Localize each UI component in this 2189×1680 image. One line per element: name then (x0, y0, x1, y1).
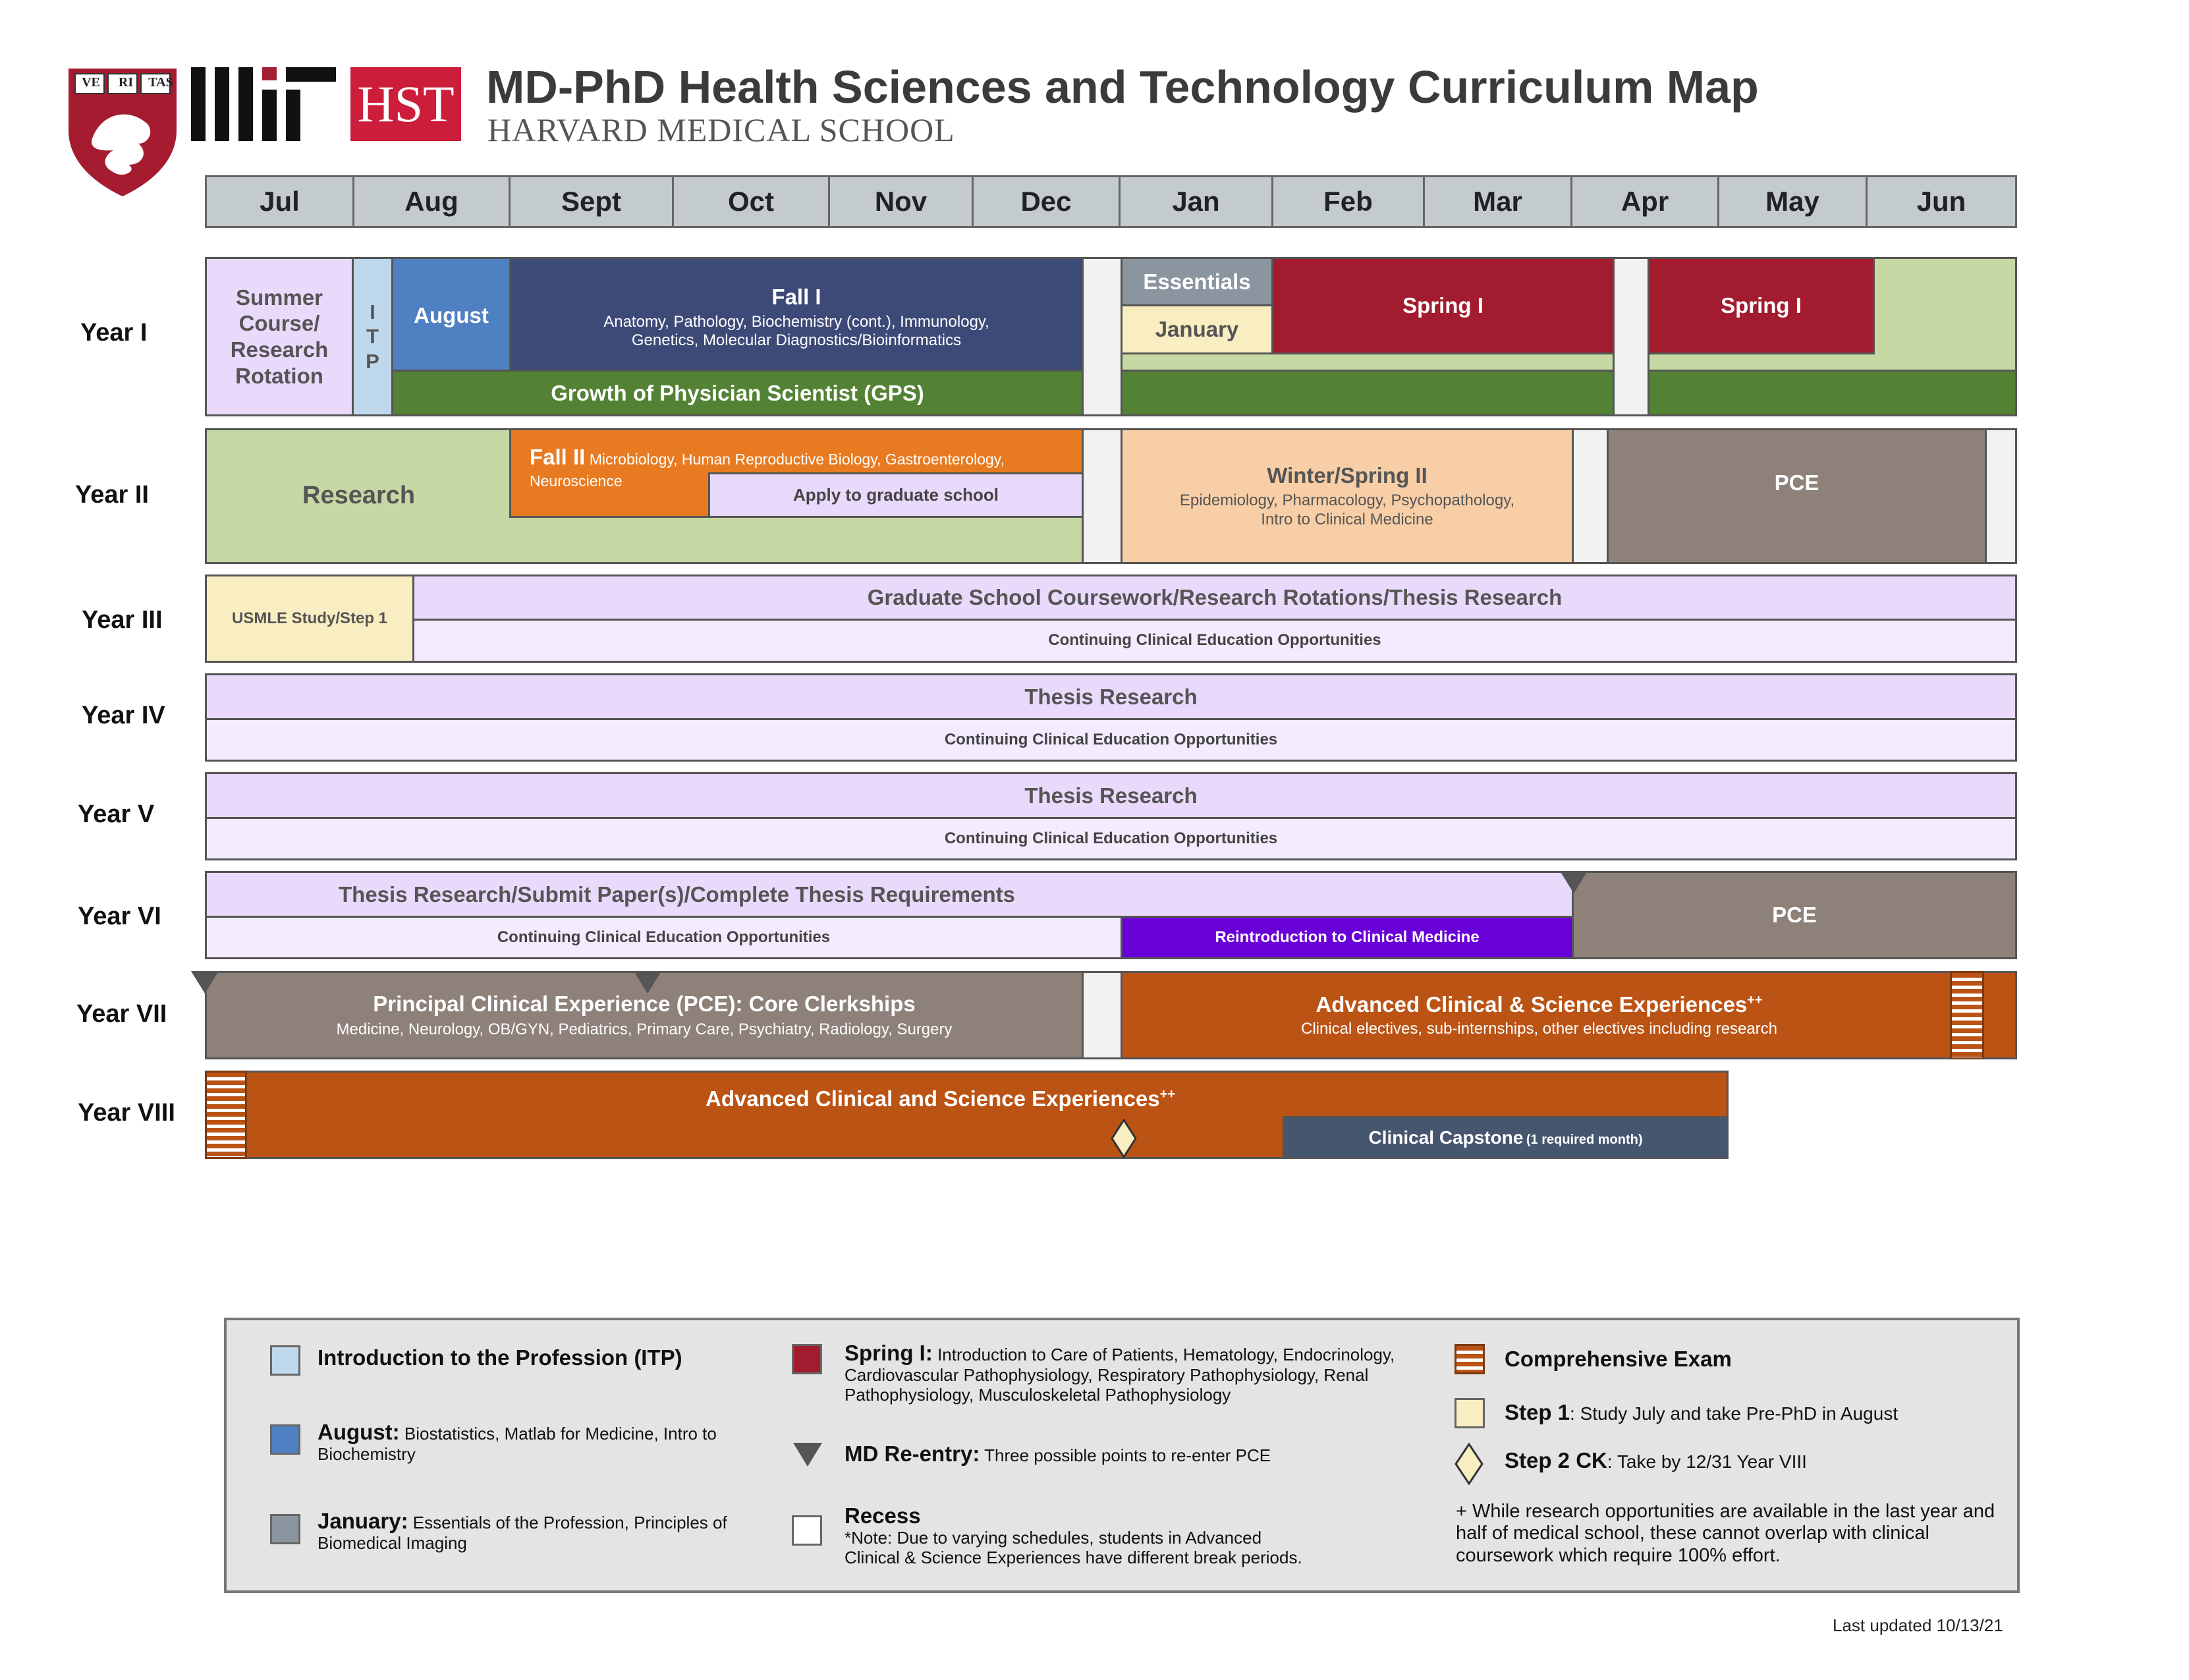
month-jul: Jul (205, 175, 354, 228)
y1-gps: Growth of Physician Scientist (GPS) (391, 370, 1084, 416)
y2-recess-end (1985, 428, 2017, 564)
month-nov: Nov (828, 175, 974, 228)
y2-recess-spring (1572, 428, 1609, 564)
legend-step1-swatch (1455, 1398, 1485, 1428)
year-label-3: Year III (82, 606, 163, 634)
month-aug: Aug (352, 175, 511, 228)
year-label-7: Year VII (76, 1000, 167, 1028)
page-subtitle: HARVARD MEDICAL SCHOOL (487, 111, 955, 148)
y1-green-band-2 (1121, 370, 1615, 416)
last-updated: Last updated 10/13/21 (1833, 1615, 2003, 1635)
y1-august: August (391, 257, 511, 372)
month-oct: Oct (672, 175, 830, 228)
y3-usmle-step1: USMLE Study/Step 1 (205, 574, 414, 663)
y2-fall-ii: Fall II Microbiology, Human Reproductive Biology, Gastroenterology, Neuroscience (509, 428, 1084, 518)
legend-itp: Introduction to the Profession (ITP) (318, 1345, 682, 1370)
y7-pce-core-clerkships: Principal Clinical Experience (PCE): Core Clerkships Medicine, Neurology, OB/GYN, Pediatrics, Primary Care, Psychiatry, Radiology, Surgery (205, 971, 1084, 1059)
y7-reentry-triangle-1 (191, 971, 219, 994)
y8-advanced-clinical: Advanced Clinical and Science Experiences++ (205, 1071, 1729, 1159)
legend-comp-exam-swatch (1455, 1344, 1485, 1374)
legend-step1: Step 1: Study July and take Pre-PhD in August (1505, 1400, 1898, 1424)
year-label-6: Year VI (78, 903, 161, 930)
harvard-shield-text: VE RI TAS (82, 75, 173, 90)
month-mar: Mar (1423, 175, 1572, 228)
y7-reentry-triangle-2 (634, 971, 661, 994)
y1-summer-course: Summer Course/ Research Rotation (205, 257, 354, 416)
legend-august-swatch (270, 1424, 300, 1455)
y4-thesis-research: Thesis Research (205, 673, 2017, 720)
y2-research: Research (205, 428, 1084, 564)
y1-recess-winter (1082, 257, 1122, 416)
y1-essentials: Essentials (1121, 257, 1273, 306)
hst-logo: HST (350, 67, 461, 141)
y1-spring-i-a: Spring I (1271, 257, 1615, 354)
month-jun: Jun (1866, 175, 2017, 228)
legend-research-note: + While research opportunities are available in the last year and half of medical school, these cannot overlap with clinical coursework which require 100% effort. (1456, 1501, 1995, 1566)
month-dec: Dec (972, 175, 1121, 228)
y6-pce: PCE (1572, 871, 2017, 959)
y6-reentry-triangle (1560, 871, 1588, 893)
legend-step2: Step 2 CK: Take by 12/31 Year VIII (1505, 1448, 1807, 1472)
y5-continuing-clinical: Continuing Clinical Education Opportunities (205, 817, 2017, 860)
mit-logo (191, 67, 336, 141)
year-label-1: Year I (80, 319, 148, 347)
legend-january-swatch (270, 1514, 300, 1544)
legend-spring-swatch (792, 1344, 822, 1374)
legend-recess-swatch (792, 1515, 822, 1546)
legend-january: January: Essentials of the Profession, Principles of Biomedical Imaging (318, 1509, 727, 1553)
legend-step2-diamond (1455, 1443, 1483, 1485)
legend-august: August: Biostatistics, Matlab for Medicine, Intro to Biochemistry (318, 1420, 717, 1464)
legend-recess: Recess *Note: Due to varying schedules, students in Advanced Clinical & Science Experiences have different break periods. (845, 1503, 1302, 1567)
y1-itp: I T P (352, 257, 393, 416)
legend-itp-swatch (270, 1345, 300, 1376)
page-title: MD-PhD Health Sciences and Technology Curriculum Map (486, 61, 1759, 113)
y1-january: January (1121, 304, 1273, 354)
y1-spring-i-b: Spring I (1648, 257, 1875, 354)
y1-fall-i: Fall I Anatomy, Pathology, Biochemistry (cont.), Immunology, Genetics, Molecular Diagnostics/Bioinformatics (509, 257, 1084, 372)
y1-green-band-3 (1648, 370, 2017, 416)
year-label-4: Year IV (82, 702, 165, 729)
y1-green-band-1 (1121, 352, 1615, 372)
y1-recess-spring (1613, 257, 1649, 416)
y3-continuing-clinical: Continuing Clinical Education Opportunities (412, 619, 2017, 663)
month-jan: Jan (1119, 175, 1273, 228)
y4-continuing-clinical: Continuing Clinical Education Opportunities (205, 718, 2017, 762)
y6-continuing-clinical: Continuing Clinical Education Opportunities (205, 916, 1122, 959)
month-may: May (1717, 175, 1868, 228)
y7-advanced-clinical: Advanced Clinical & Science Experiences++ Clinical electives, sub-internships, other electives including research (1121, 971, 2017, 1059)
y8-clinical-capstone: Clinical Capstone (1 required month) (1283, 1116, 1729, 1159)
year-label-8: Year VIII (78, 1099, 175, 1127)
month-sept: Sept (509, 175, 674, 228)
y3-grad-school: Graduate School Coursework/Research Rotations/Thesis Research (412, 574, 2017, 621)
y2-pce: PCE (1607, 428, 1987, 564)
y8-step2-diamond (1111, 1119, 1137, 1158)
legend-comp-exam: Comprehensive Exam (1505, 1347, 1732, 1371)
y6-reintroduction: Reintroduction to Clinical Medicine (1121, 916, 1574, 959)
month-apr: Apr (1570, 175, 1719, 228)
year-label-2: Year II (75, 481, 149, 509)
y7-recess (1082, 971, 1122, 1059)
year-label-5: Year V (78, 800, 155, 828)
y2-winter-spring-ii: Winter/Spring II Epidemiology, Pharmacology, Psychopathology, Intro to Clinical Medicine (1121, 428, 1574, 564)
month-feb: Feb (1271, 175, 1425, 228)
legend-reentry: MD Re-entry: Three possible points to re-enter PCE (845, 1442, 1271, 1466)
y5-thesis-research: Thesis Research (205, 772, 2017, 819)
y6-thesis-requirements: Thesis Research/Submit Paper(s)/Complete Thesis Requirements (205, 871, 1574, 918)
y2-recess-winter (1082, 428, 1122, 564)
legend-spring: Spring I: Introduction to Care of Patients, Hematology, Endocrinology, Cardiovascular Pathophysiology, Respiratory Pathophysiology, Renal Pathophysiology, Musculoskeletal Pathophysiology (845, 1341, 1395, 1405)
y8-comprehensive-exam (205, 1071, 247, 1159)
y2-apply-grad-school[interactable]: Apply to graduate school (708, 472, 1084, 518)
y7-comprehensive-exam (1950, 971, 1984, 1059)
legend-reentry-triangle (793, 1443, 822, 1467)
